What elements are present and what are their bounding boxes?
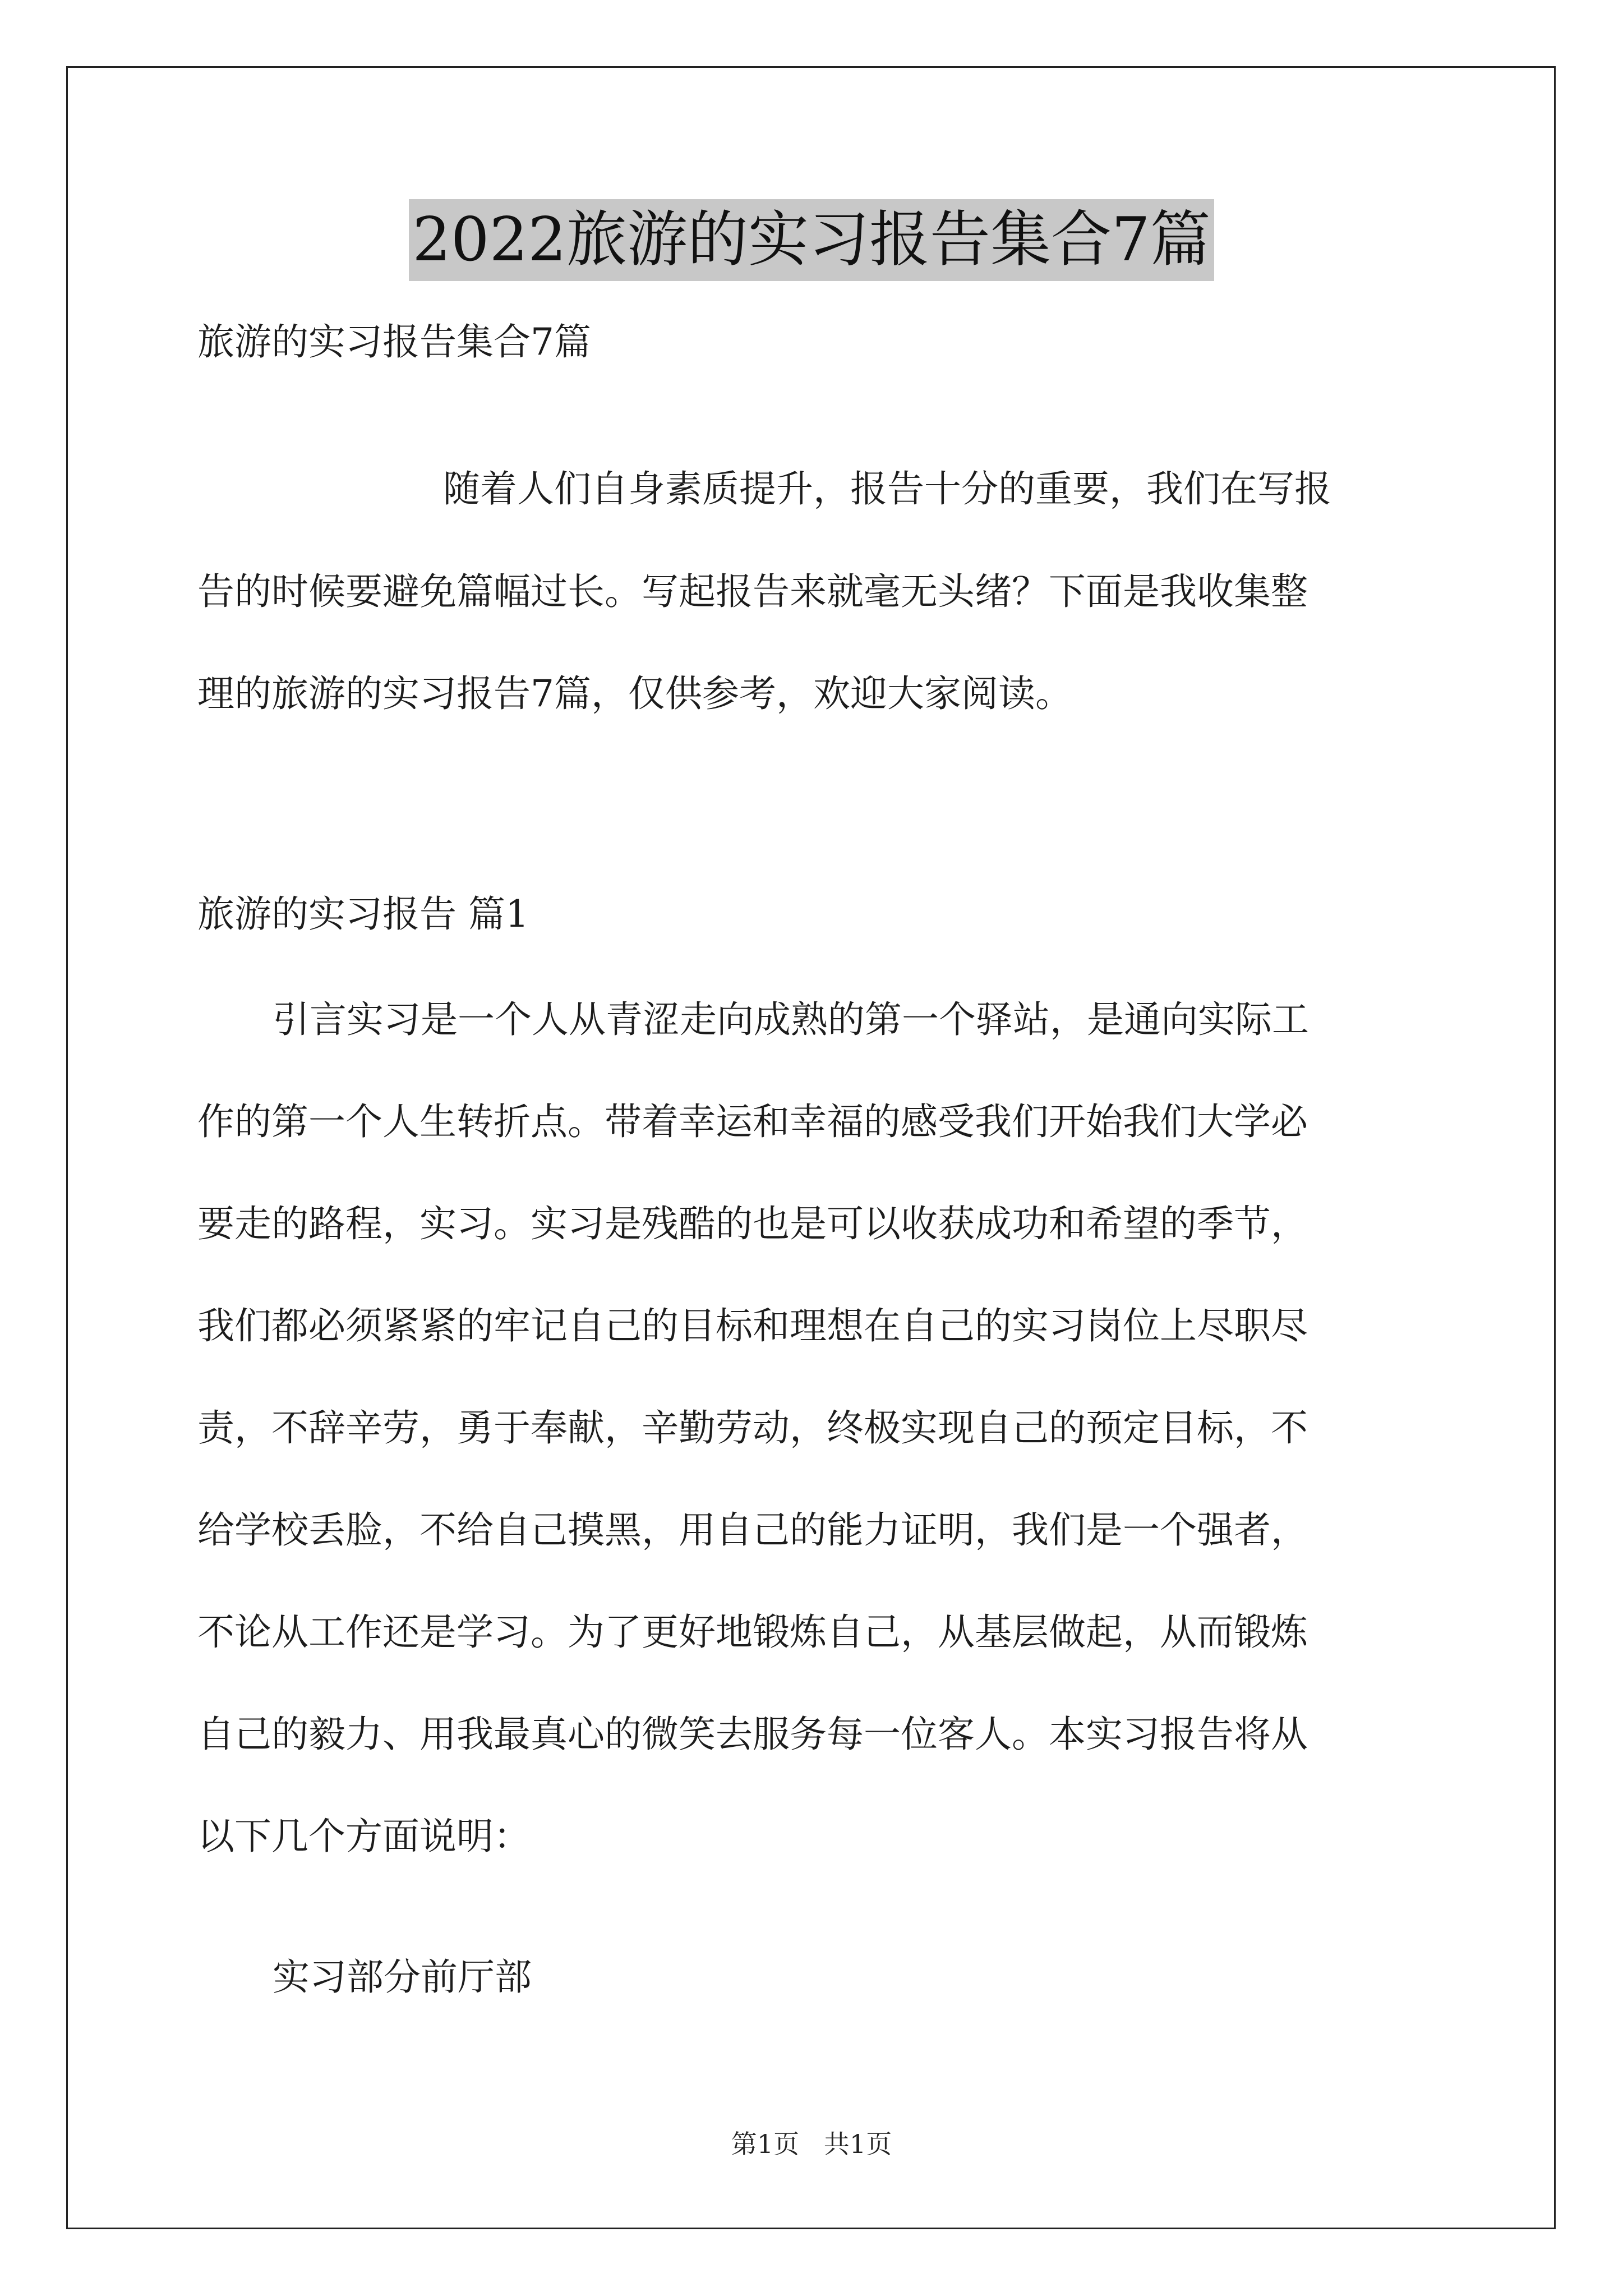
intro-line: 理的旅游的实习报告7篇，仅供参考，欢迎大家阅读。: [197, 672, 1072, 715]
body-line: 给学校丢脸，不给自己摸黑，用自己的能力证明，我们是一个强者，: [197, 1508, 1308, 1552]
section-heading: 旅游的实习报告 篇1: [197, 892, 529, 936]
document-subtitle: 旅游的实习报告集合7篇: [197, 320, 591, 364]
body-line: 我们都必须紧紧的牢记自己的目标和理想在自己的实习岗位上尽职尽: [197, 1304, 1308, 1347]
body-line: 自己的毅力、用我最真心的微笑去服务每一位客人。本实习报告将从: [197, 1713, 1308, 1756]
body-line: 引言实习是一个人从青涩走向成熟的第一个驿站，是通向实际工: [273, 998, 1309, 1041]
page-footer: 第1页 共1页: [731, 2129, 892, 2159]
body-line: 责，不辞辛劳，勇于奉献，辛勤劳动，终极实现自己的预定目标，不: [197, 1406, 1308, 1450]
subsection-heading: 实习部分前厅部: [273, 1955, 532, 1999]
body-line: 要走的路程，实习。实习是残酷的也是可以收获成功和希望的季节，: [197, 1202, 1308, 1245]
page-border: [66, 66, 1556, 2229]
body-line: 以下几个方面说明：: [197, 1815, 531, 1858]
title-container: [0, 199, 1623, 281]
intro-line: 告的时候要避免篇幅过长。写起报告来就毫无头绪？下面是我收集整: [197, 570, 1308, 613]
body-line: 不论从工作还是学习。为了更好地锻炼自己，从基层做起，从而锻炼: [197, 1611, 1308, 1654]
body-line: 作的第一个人生转折点。带着幸运和幸福的感受我们开始我们大学必: [197, 1100, 1308, 1143]
intro-line: 随着人们自身素质提升，报告十分的重要，我们在写报: [443, 467, 1331, 510]
document-title: 2022旅游的实习报告集合7篇: [409, 199, 1214, 281]
